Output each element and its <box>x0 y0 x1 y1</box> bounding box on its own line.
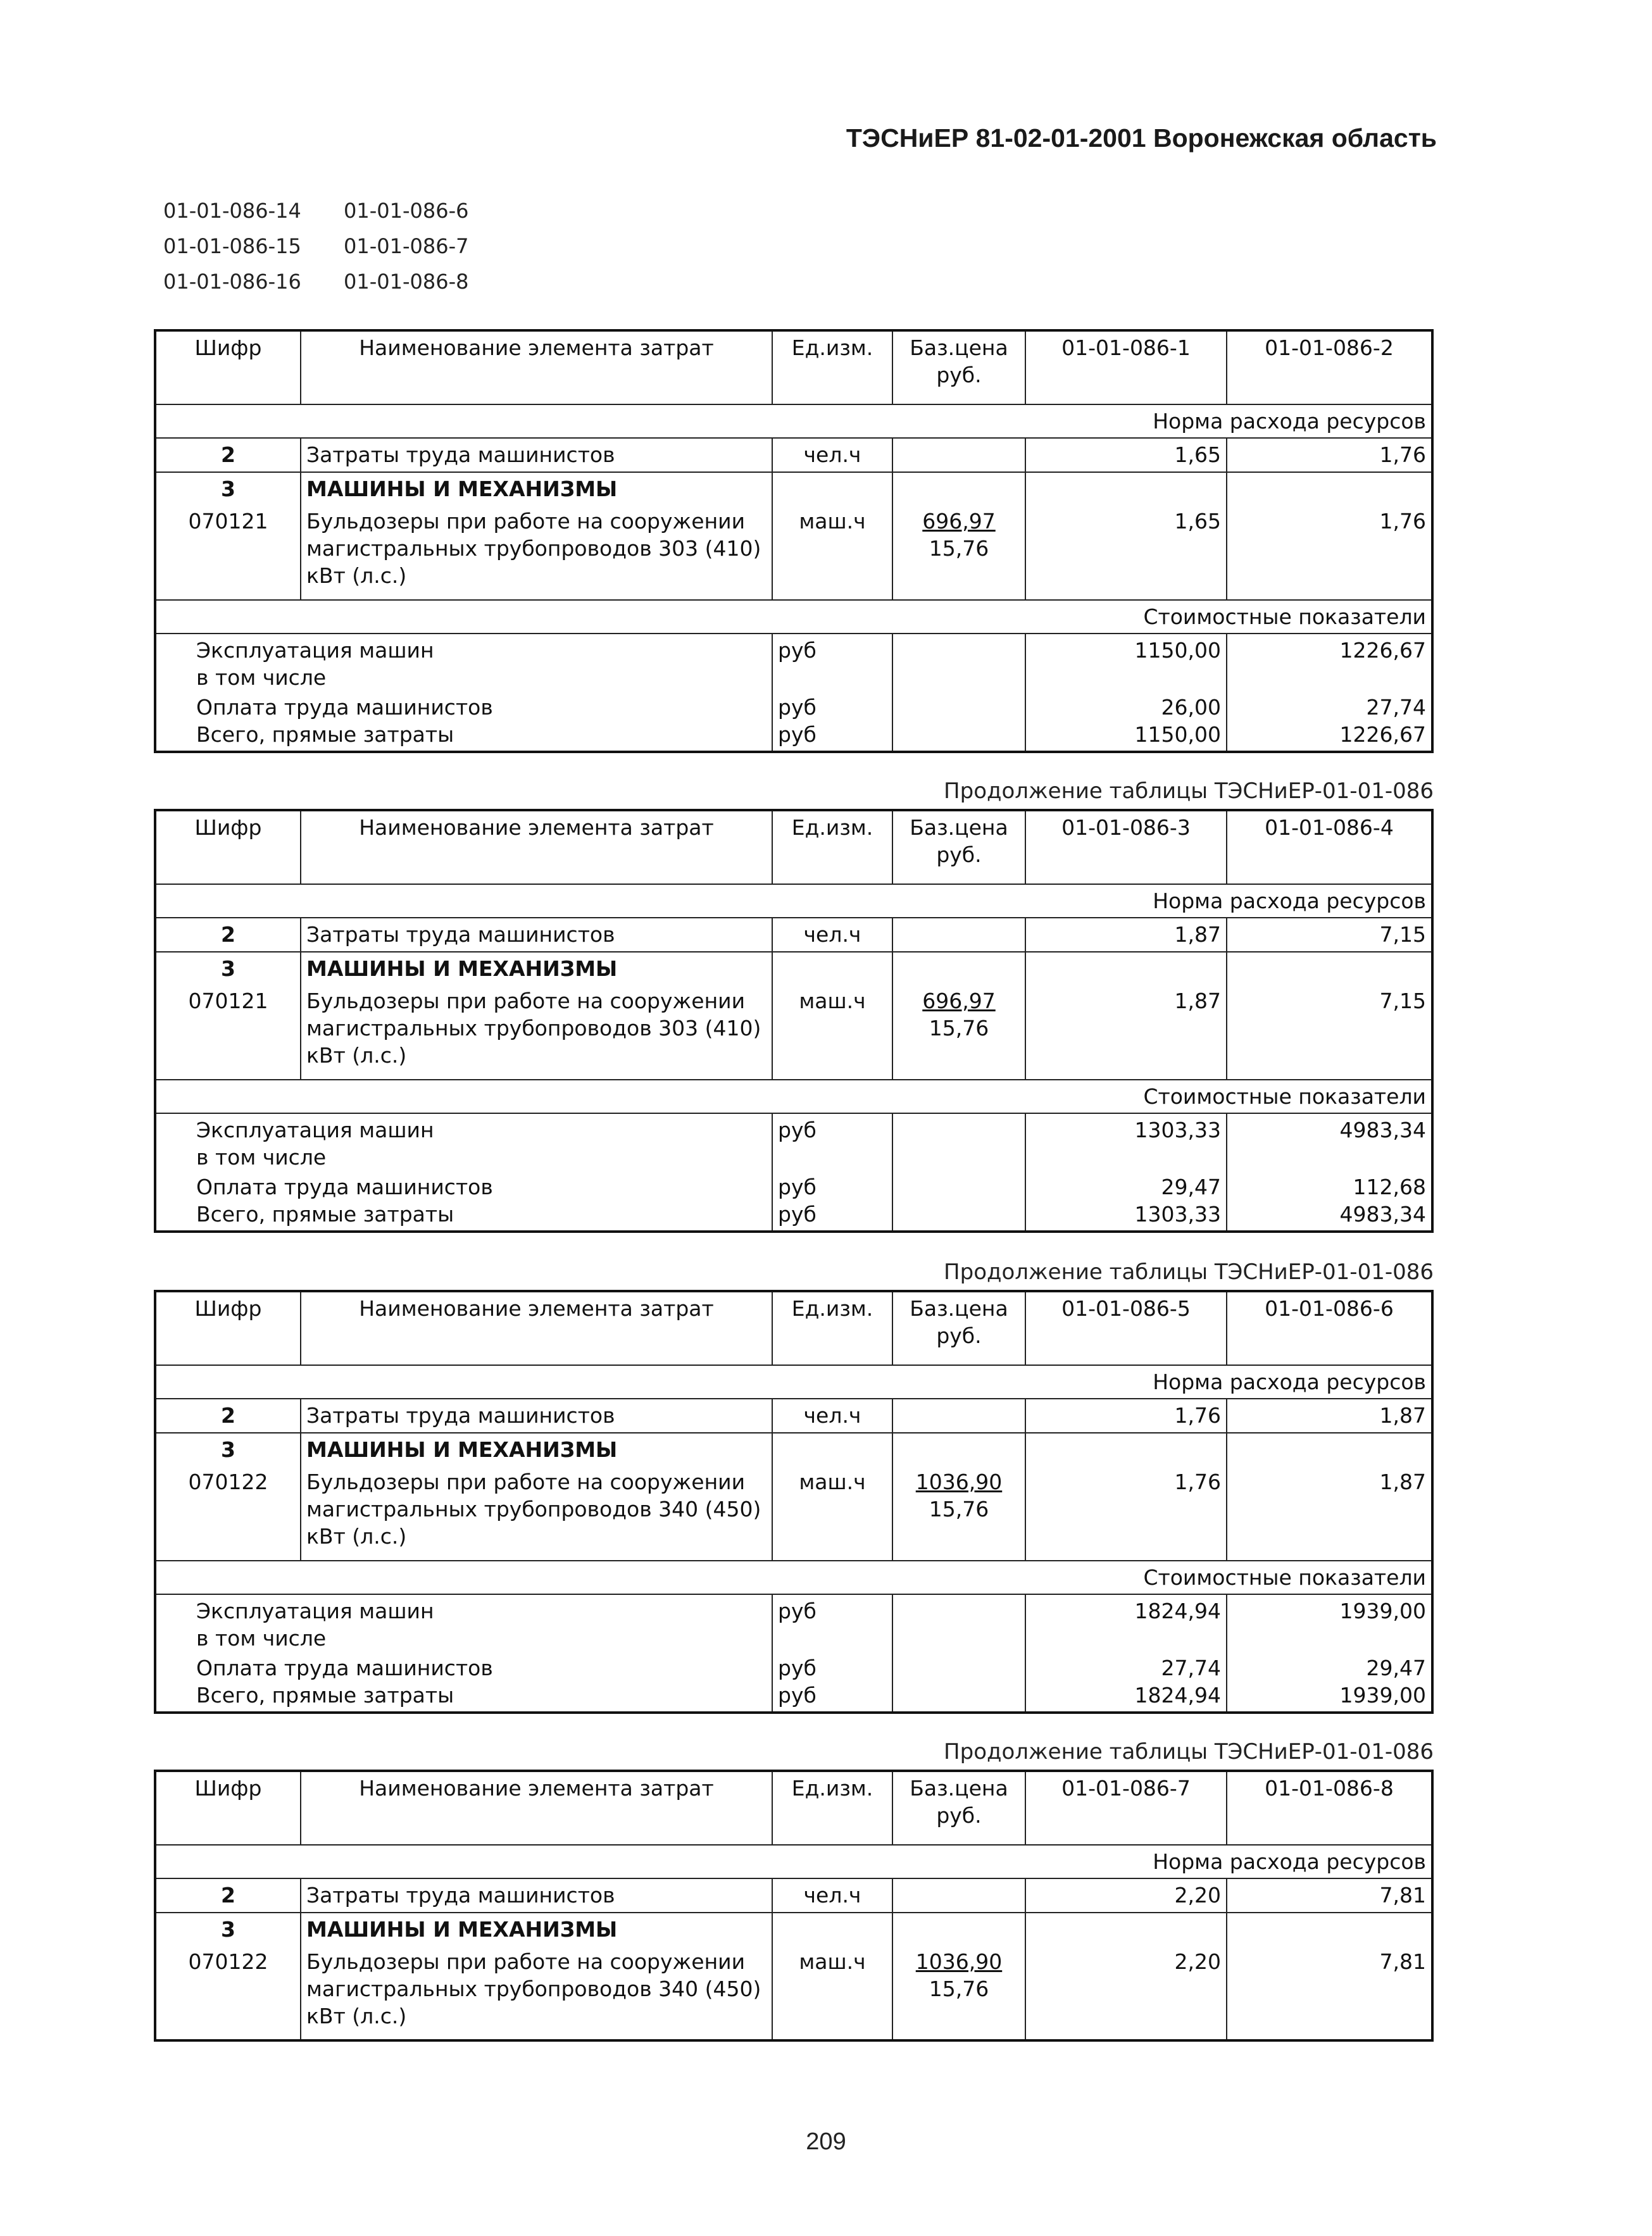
machines-header-row <box>155 472 1432 505</box>
cost-labels <box>155 1594 772 1713</box>
col-header-price: Баз.цена руб. <box>892 1771 1025 1845</box>
machine-unit: маш.ч <box>772 505 892 600</box>
cost-values-2 <box>1227 634 1432 752</box>
cross-ref-code: 01-01-086-7 <box>344 234 469 258</box>
row-value-1: 1,65 <box>1025 438 1227 472</box>
machine-operator-rate: 15,76 <box>929 536 989 561</box>
col-header-code-2: 01-01-086-4 <box>1227 810 1432 884</box>
cost-units <box>772 1594 892 1713</box>
label-including: в том числе <box>196 665 327 690</box>
cross-ref-row <box>163 264 524 299</box>
section-row-cost <box>155 1561 1432 1594</box>
section-row-cost <box>155 1080 1432 1113</box>
label-including: в том числе <box>196 1145 327 1170</box>
value-operation: 1150,00 <box>1134 638 1221 663</box>
labor-row <box>155 1878 1432 1913</box>
section-row-norm <box>155 1845 1432 1878</box>
machine-row <box>155 1946 1432 2040</box>
machine-name: Бульдозеры при работе на сооружении магистральных трубопроводов 303 (410) кВт (л.с.) <box>301 505 772 600</box>
cost-values-2 <box>1227 1594 1432 1713</box>
cross-ref-code: 01-01-086-15 <box>163 234 301 258</box>
unit-rub: руб <box>778 1202 817 1227</box>
unit-rub: руб <box>778 722 817 747</box>
section-row-norm <box>155 884 1432 918</box>
continuation-caption: Продолжение таблицы ТЭСНиЕР-01-01-086 <box>944 1259 1434 1285</box>
value-operator-pay: 112,68 <box>1353 1175 1426 1199</box>
machine-code: 070121 <box>155 505 301 600</box>
col-header-code-1: 01-01-086-1 <box>1025 330 1227 404</box>
table-header-row <box>155 810 1432 884</box>
col-header-name: Наименование элемента затрат <box>301 1771 772 1845</box>
row-name: МАШИНЫ И МЕХАНИЗМЫ <box>301 1433 772 1466</box>
machine-value-2: 1,76 <box>1227 505 1432 600</box>
unit-rub: руб <box>778 1118 817 1142</box>
row-value-1: 2,20 <box>1025 1878 1227 1913</box>
col-header-code-2: 01-01-086-6 <box>1227 1291 1432 1365</box>
section-label-cost: Стоимостные показатели <box>155 1080 1432 1113</box>
row-unit: чел.ч <box>772 1878 892 1913</box>
row-value-2: 7,81 <box>1227 1878 1432 1913</box>
label-total-direct: Всего, прямые затраты <box>196 722 454 747</box>
page-number: 209 <box>806 2128 846 2155</box>
value-operation: 1303,33 <box>1134 1118 1221 1142</box>
labor-row <box>155 1399 1432 1433</box>
value-operator-pay: 26,00 <box>1161 695 1221 720</box>
value-total: 1150,00 <box>1134 722 1221 747</box>
machine-price <box>892 985 1025 1080</box>
unit-rub: руб <box>778 1599 817 1623</box>
cost-values-1 <box>1025 1594 1227 1713</box>
col-header-unit: Ед.изм. <box>772 1291 892 1365</box>
table-header-row <box>155 330 1432 404</box>
machine-row <box>155 985 1432 1080</box>
machine-base-price: 1036,90 <box>915 1949 1003 1974</box>
label-operator-pay: Оплата труда машинистов <box>196 695 493 720</box>
section-label-cost: Стоимостные показатели <box>155 1561 1432 1594</box>
label-including: в том числе <box>196 1626 327 1651</box>
row-name: Затраты труда машинистов <box>301 918 772 952</box>
label-total-direct: Всего, прямые затраты <box>196 1683 454 1708</box>
norm-table-1 <box>154 329 1434 753</box>
machine-name: Бульдозеры при работе на сооружении магистральных трубопроводов 303 (410) кВт (л.с.) <box>301 985 772 1080</box>
cross-ref-code: 01-01-086-16 <box>163 270 301 294</box>
cost-values-1 <box>1025 1113 1227 1232</box>
cost-labels <box>155 634 772 752</box>
cross-ref-code: 01-01-086-14 <box>163 199 301 223</box>
cost-units <box>772 634 892 752</box>
col-header-code: Шифр <box>155 810 301 884</box>
cost-block <box>155 1594 1432 1713</box>
col-header-price: Баз.цена руб. <box>892 330 1025 404</box>
machine-value-2: 7,15 <box>1227 985 1432 1080</box>
row-num: 2 <box>155 1399 301 1433</box>
cross-ref-row <box>163 228 524 264</box>
machine-value-1: 1,76 <box>1025 1466 1227 1561</box>
row-num: 3 <box>155 952 301 985</box>
col-header-code: Шифр <box>155 330 301 404</box>
section-row-norm <box>155 404 1432 438</box>
row-name: Затраты труда машинистов <box>301 438 772 472</box>
row-num: 2 <box>155 438 301 472</box>
machine-operator-rate: 15,76 <box>929 1977 989 2001</box>
section-row-cost <box>155 600 1432 634</box>
row-name: МАШИНЫ И МЕХАНИЗМЫ <box>301 1913 772 1946</box>
row-price <box>892 1878 1025 1913</box>
machine-base-price: 696,97 <box>922 509 996 534</box>
cost-values-2 <box>1227 1113 1432 1232</box>
row-value-1: 1,87 <box>1025 918 1227 952</box>
section-label-norm: Норма расхода ресурсов <box>155 1845 1432 1878</box>
row-value-1: 1,76 <box>1025 1399 1227 1433</box>
machine-code: 070121 <box>155 985 301 1080</box>
col-header-unit: Ед.изм. <box>772 810 892 884</box>
unit-rub: руб <box>778 1175 817 1199</box>
col-header-price: Баз.цена руб. <box>892 810 1025 884</box>
col-header-price: Баз.цена руб. <box>892 1291 1025 1365</box>
machine-operator-rate: 15,76 <box>929 1016 989 1040</box>
label-operator-pay: Оплата труда машинистов <box>196 1656 493 1680</box>
cost-block <box>155 1113 1432 1232</box>
document-title: ТЭСНиЕР 81-02-01-2001 Воронежская область <box>846 123 1437 153</box>
col-header-code-1: 01-01-086-7 <box>1025 1771 1227 1845</box>
unit-rub: руб <box>778 638 817 663</box>
value-operation: 1226,67 <box>1339 638 1426 663</box>
value-operation: 4983,34 <box>1339 1118 1426 1142</box>
machine-value-1: 1,65 <box>1025 505 1227 600</box>
cross-ref-code: 01-01-086-8 <box>344 270 469 294</box>
col-header-name: Наименование элемента затрат <box>301 1291 772 1365</box>
norm-table-3 <box>154 1290 1434 1714</box>
machine-row <box>155 505 1432 600</box>
machine-value-1: 1,87 <box>1025 985 1227 1080</box>
unit-rub: руб <box>778 695 817 720</box>
row-name: Затраты труда машинистов <box>301 1399 772 1433</box>
col-header-code: Шифр <box>155 1771 301 1845</box>
col-header-unit: Ед.изм. <box>772 330 892 404</box>
row-name: МАШИНЫ И МЕХАНИЗМЫ <box>301 952 772 985</box>
col-header-code-2: 01-01-086-8 <box>1227 1771 1432 1845</box>
cost-block <box>155 634 1432 752</box>
label-operator-pay: Оплата труда машинистов <box>196 1175 493 1199</box>
row-name: Затраты труда машинистов <box>301 1878 772 1913</box>
label-operation: Эксплуатация машин <box>196 638 434 663</box>
value-total: 1939,00 <box>1339 1683 1426 1708</box>
row-num: 3 <box>155 1913 301 1946</box>
machine-name: Бульдозеры при работе на сооружении магистральных трубопроводов 340 (450) кВт (л.с.) <box>301 1466 772 1561</box>
machine-value-2: 1,87 <box>1227 1466 1432 1561</box>
continuation-caption: Продолжение таблицы ТЭСНиЕР-01-01-086 <box>944 778 1434 804</box>
section-label-norm: Норма расхода ресурсов <box>155 884 1432 918</box>
labor-row <box>155 438 1432 472</box>
value-total: 1226,67 <box>1339 722 1426 747</box>
cross-ref-code: 01-01-086-6 <box>344 199 469 223</box>
machines-header-row <box>155 1913 1432 1946</box>
row-unit: чел.ч <box>772 918 892 952</box>
machine-unit: маш.ч <box>772 1946 892 2040</box>
col-header-code-2: 01-01-086-2 <box>1227 330 1432 404</box>
row-num: 3 <box>155 1433 301 1466</box>
cost-values-1 <box>1025 634 1227 752</box>
value-operator-pay: 27,74 <box>1366 695 1426 720</box>
norm-table-2 <box>154 809 1434 1233</box>
row-value-2: 1,87 <box>1227 1399 1432 1433</box>
machine-base-price: 1036,90 <box>915 1470 1003 1494</box>
unit-rub: руб <box>778 1683 817 1708</box>
value-operator-pay: 29,47 <box>1161 1175 1221 1199</box>
cross-reference-list <box>163 193 524 299</box>
section-label-cost: Стоимостные показатели <box>155 600 1432 634</box>
norm-table-4 <box>154 1770 1434 2042</box>
col-header-name: Наименование элемента затрат <box>301 330 772 404</box>
machine-value-1: 2,20 <box>1025 1946 1227 2040</box>
row-num: 3 <box>155 472 301 505</box>
value-operation: 1824,94 <box>1134 1599 1221 1623</box>
machine-operator-rate: 15,76 <box>929 1497 989 1521</box>
col-header-code: Шифр <box>155 1291 301 1365</box>
machine-unit: маш.ч <box>772 1466 892 1561</box>
machine-unit: маш.ч <box>772 985 892 1080</box>
machines-header-row <box>155 1433 1432 1466</box>
machine-base-price: 696,97 <box>922 989 996 1013</box>
col-header-code-1: 01-01-086-3 <box>1025 810 1227 884</box>
cross-ref-row <box>163 193 524 228</box>
row-price <box>892 918 1025 952</box>
section-row-norm <box>155 1365 1432 1399</box>
row-num: 2 <box>155 918 301 952</box>
col-header-unit: Ед.изм. <box>772 1771 892 1845</box>
labor-row <box>155 918 1432 952</box>
label-operation: Эксплуатация машин <box>196 1118 434 1142</box>
continuation-caption: Продолжение таблицы ТЭСНиЕР-01-01-086 <box>944 1739 1434 1764</box>
row-price <box>892 1399 1025 1433</box>
row-value-2: 1,76 <box>1227 438 1432 472</box>
machine-code: 070122 <box>155 1946 301 2040</box>
machine-row <box>155 1466 1432 1561</box>
machine-name: Бульдозеры при работе на сооружении магистральных трубопроводов 340 (450) кВт (л.с.) <box>301 1946 772 2040</box>
col-header-name: Наименование элемента затрат <box>301 810 772 884</box>
row-num: 2 <box>155 1878 301 1913</box>
col-header-code-1: 01-01-086-5 <box>1025 1291 1227 1365</box>
row-name: МАШИНЫ И МЕХАНИЗМЫ <box>301 472 772 505</box>
value-total: 4983,34 <box>1339 1202 1426 1227</box>
value-operator-pay: 27,74 <box>1161 1656 1221 1680</box>
machine-price <box>892 1946 1025 2040</box>
machine-value-2: 7,81 <box>1227 1946 1432 2040</box>
machine-code: 070122 <box>155 1466 301 1561</box>
section-label-norm: Норма расхода ресурсов <box>155 404 1432 438</box>
row-value-2: 7,15 <box>1227 918 1432 952</box>
row-price <box>892 438 1025 472</box>
row-unit: чел.ч <box>772 438 892 472</box>
value-operation: 1939,00 <box>1339 1599 1426 1623</box>
machines-header-row <box>155 952 1432 985</box>
label-total-direct: Всего, прямые затраты <box>196 1202 454 1227</box>
cost-units <box>772 1113 892 1232</box>
section-label-norm: Норма расхода ресурсов <box>155 1365 1432 1399</box>
unit-rub: руб <box>778 1656 817 1680</box>
value-total: 1824,94 <box>1134 1683 1221 1708</box>
cost-labels <box>155 1113 772 1232</box>
machine-price <box>892 505 1025 600</box>
table-header-row <box>155 1771 1432 1845</box>
machine-price <box>892 1466 1025 1561</box>
row-unit: чел.ч <box>772 1399 892 1433</box>
value-total: 1303,33 <box>1134 1202 1221 1227</box>
table-header-row <box>155 1291 1432 1365</box>
value-operator-pay: 29,47 <box>1366 1656 1426 1680</box>
label-operation: Эксплуатация машин <box>196 1599 434 1623</box>
